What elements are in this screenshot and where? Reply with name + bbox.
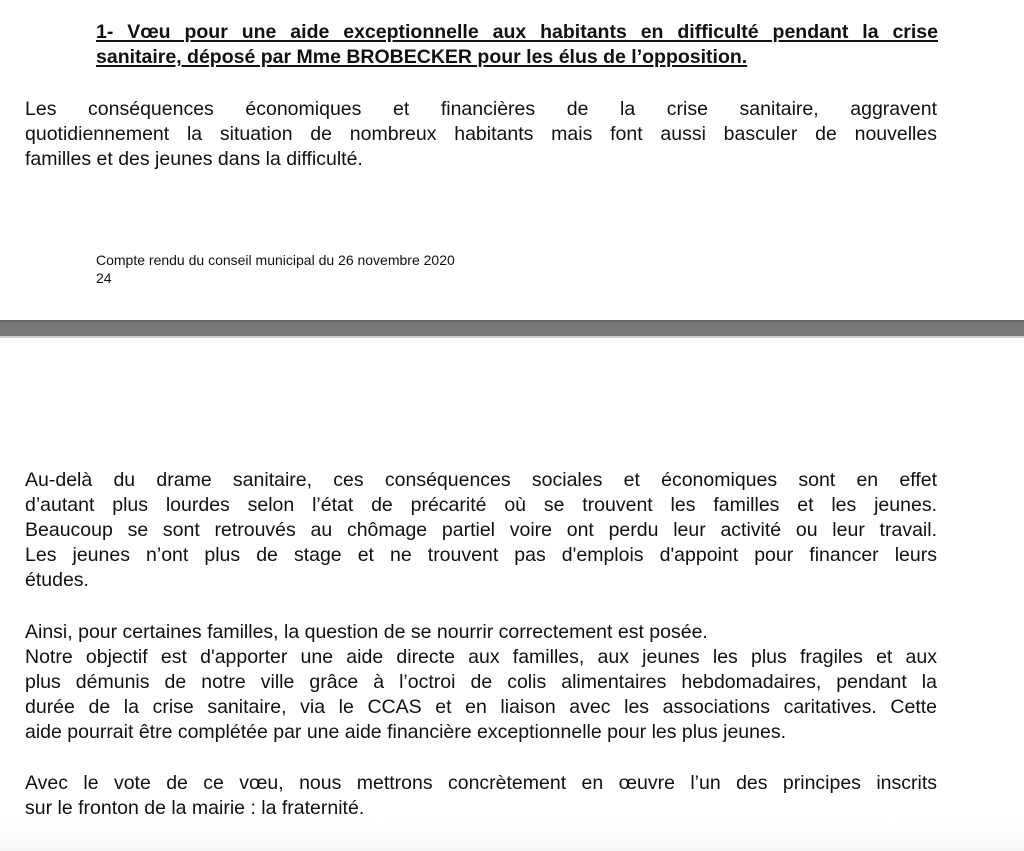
consequences-paragraph — [25, 468, 937, 593]
title-line: sanitaire, déposé par Mme BROBECKER pour les élus de l’opposition. — [96, 46, 748, 68]
conclusion-paragraph — [25, 771, 937, 821]
paragraph-line: aide pourrait être complétée par une aide financière exceptionnelle pour les plus jeunes. — [25, 721, 786, 743]
intro-paragraph — [25, 97, 937, 172]
paragraph-line: Les jeunes n’ont plus de stage et ne trouvent pas d'emplois d'appoint pour financer leurs — [25, 544, 937, 566]
motion-title — [96, 20, 938, 70]
objective-paragraph — [25, 620, 937, 745]
paragraph-line: Beaucoup se sont retrouvés au chômage partiel voire ont perdu leur activité ou leur travail. — [25, 519, 937, 541]
document-page-24 — [0, 0, 1024, 320]
paragraph-line: quotidiennement la situation de nombreux habitants mais font aussi basculer de nouvelles — [25, 123, 937, 145]
document-page-25 — [0, 338, 1024, 851]
title-line: 1- Vœu pour une aide exceptionnelle aux habitants en difficulté pendant la crise — [96, 21, 938, 43]
paragraph-line: d’autant plus lourdes selon l’état de précarité où se trouvent les familles et les jeunes. — [25, 494, 937, 516]
page-footer — [96, 251, 455, 287]
footer-page-number: 24 — [96, 270, 112, 286]
paragraph-line: études. — [25, 569, 89, 591]
paragraph-line: Avec le vote de ce vœu, nous mettrons concrètement en œuvre l’un des principes inscrits — [25, 772, 937, 794]
paragraph-line: familles et des jeunes dans la difficulté. — [25, 148, 363, 170]
paragraph-line: sur le fronton de la mairie : la fraternité. — [25, 797, 365, 819]
paragraph-line: plus démunis de notre ville grâce à l’octroi de colis alimentaires hebdomadaires, pendant la — [25, 671, 937, 693]
paragraph-line: Les conséquences économiques et financières de la crise sanitaire, aggravent — [25, 98, 937, 120]
page-separator — [0, 320, 1024, 338]
paragraph-line: Ainsi, pour certaines familles, la question de se nourrir correctement est posée. — [25, 621, 708, 643]
paragraph-line: Au-delà du drame sanitaire, ces conséquences sociales et économiques sont en effet — [25, 469, 937, 491]
footer-document-title: Compte rendu du conseil municipal du 26 novembre 2020 — [96, 252, 455, 268]
paragraph-line: Notre objectif est d'apporter une aide directe aux familles, aux jeunes les plus fragiles et aux — [25, 646, 937, 668]
paragraph-line: durée de la crise sanitaire, via le CCAS et en liaison avec les associations caritatives. Cette — [25, 696, 937, 718]
